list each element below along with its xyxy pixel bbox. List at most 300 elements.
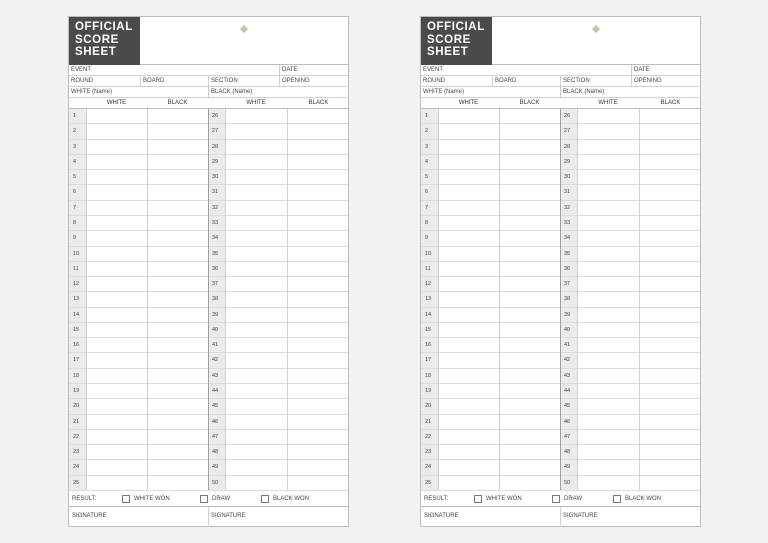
move-number: 36	[212, 265, 219, 272]
move-number: 23	[73, 449, 80, 456]
black-move-cell[interactable]	[640, 323, 702, 337]
white-move-cell[interactable]	[578, 109, 639, 123]
black-move-cell[interactable]	[148, 353, 208, 367]
white-move-cell[interactable]	[87, 430, 147, 444]
white-move-cell[interactable]	[87, 399, 147, 413]
move-number: 7	[425, 204, 429, 211]
date-field[interactable]: DATE	[279, 65, 350, 75]
white-move-cell[interactable]	[439, 384, 499, 398]
black-move-cell[interactable]	[640, 369, 702, 383]
black-move-cell[interactable]	[640, 277, 702, 291]
black-move-cell[interactable]	[148, 308, 208, 322]
black-move-cell[interactable]	[640, 216, 702, 230]
white-move-cell[interactable]	[226, 323, 287, 337]
white-move-cell[interactable]	[87, 415, 147, 429]
move-number: 5	[425, 174, 429, 181]
move-number: 43	[564, 372, 571, 379]
move-number: 31	[212, 189, 219, 196]
black-move-cell[interactable]	[500, 124, 560, 138]
black-move-cell[interactable]	[640, 445, 702, 459]
black-move-cell[interactable]	[500, 384, 560, 398]
black-move-cell[interactable]	[500, 415, 560, 429]
logo-line-3: SHEET	[75, 46, 117, 58]
black-won-checkbox[interactable]	[261, 495, 269, 503]
move-number: 32	[564, 204, 571, 211]
white-move-cell[interactable]	[226, 155, 287, 169]
black-move-cell[interactable]	[640, 124, 702, 138]
black-move-cell[interactable]	[500, 262, 560, 276]
white-move-cell[interactable]	[226, 369, 287, 383]
move-number: 32	[212, 204, 219, 211]
move-number: 26	[212, 113, 219, 119]
column-header-row	[421, 98, 700, 109]
white-move-cell[interactable]	[439, 369, 499, 383]
black-move-cell[interactable]	[288, 140, 350, 154]
opening-field[interactable]: OPENING	[631, 76, 702, 86]
black-move-cell[interactable]	[640, 231, 702, 245]
black-move-cell[interactable]	[500, 201, 560, 215]
move-number: 19	[425, 388, 432, 395]
black-move-cell[interactable]	[640, 201, 702, 215]
black-move-cell[interactable]	[500, 216, 560, 230]
black-move-cell[interactable]	[288, 216, 350, 230]
white-move-cell[interactable]	[578, 140, 639, 154]
white-move-cell[interactable]	[578, 292, 639, 306]
black-move-cell[interactable]	[640, 476, 702, 490]
black-move-cell[interactable]	[640, 292, 702, 306]
white-move-cell[interactable]	[87, 247, 147, 261]
black-move-cell[interactable]	[288, 369, 350, 383]
move-number: 44	[212, 388, 219, 395]
move-number: 22	[73, 433, 80, 440]
white-move-cell[interactable]	[439, 124, 499, 138]
white-move-cell[interactable]	[226, 353, 287, 367]
move-number: 15	[73, 326, 80, 333]
white-move-cell[interactable]	[578, 216, 639, 230]
white-move-cell[interactable]	[226, 476, 287, 490]
black-move-cell[interactable]	[500, 109, 560, 123]
black-move-cell[interactable]	[500, 430, 560, 444]
white-move-cell[interactable]	[578, 308, 639, 322]
black-move-cell[interactable]	[288, 323, 350, 337]
move-number: 2	[425, 128, 429, 135]
white-move-cell[interactable]	[439, 415, 499, 429]
black-move-cell[interactable]	[148, 124, 208, 138]
black-move-cell[interactable]	[288, 430, 350, 444]
move-number: 21	[425, 418, 432, 425]
score-sheet-left	[68, 16, 349, 527]
white-won-label: WHITE WON	[134, 496, 170, 502]
move-number: 2	[73, 128, 77, 135]
white-move-cell[interactable]	[87, 323, 147, 337]
white-move-cell[interactable]	[578, 384, 639, 398]
white-move-cell[interactable]	[578, 353, 639, 367]
black-move-cell[interactable]	[500, 170, 560, 184]
black-move-cell[interactable]	[640, 140, 702, 154]
move-number: 18	[73, 372, 80, 379]
white-move-cell[interactable]	[226, 140, 287, 154]
black-move-cell[interactable]	[148, 185, 208, 199]
black-move-cell[interactable]	[288, 170, 350, 184]
move-number: 34	[212, 235, 219, 242]
move-number: 34	[564, 235, 571, 242]
black-move-cell[interactable]	[640, 262, 702, 276]
white-move-cell[interactable]	[226, 415, 287, 429]
white-move-cell[interactable]	[87, 308, 147, 322]
black-move-cell[interactable]	[500, 277, 560, 291]
move-number: 17	[425, 357, 432, 364]
white-move-cell[interactable]	[439, 155, 499, 169]
move-number: 3	[73, 143, 77, 150]
white-move-cell[interactable]	[87, 384, 147, 398]
black-move-cell[interactable]	[640, 247, 702, 261]
white-move-cell[interactable]	[87, 185, 147, 199]
black-move-cell[interactable]	[288, 292, 350, 306]
sheet-header	[421, 17, 700, 65]
event-row	[421, 65, 700, 76]
black-won-label: BLACK WON	[625, 496, 662, 502]
white-won-checkbox[interactable]	[122, 495, 130, 503]
white-move-cell[interactable]	[226, 399, 287, 413]
white-move-cell[interactable]	[439, 460, 499, 474]
black-signature-field[interactable]: SIGNATURE	[211, 513, 246, 519]
move-number: 38	[212, 296, 219, 303]
move-number: 45	[564, 403, 571, 410]
black-move-cell[interactable]	[288, 476, 350, 490]
white-move-cell[interactable]	[87, 292, 147, 306]
move-number: 39	[212, 311, 219, 318]
board-field[interactable]: BOARD	[492, 76, 560, 86]
white-move-cell[interactable]	[87, 201, 147, 215]
white-move-cell[interactable]	[439, 476, 499, 490]
white-move-cell[interactable]	[87, 460, 147, 474]
white-move-cell[interactable]	[578, 247, 639, 261]
white-move-cell[interactable]	[226, 262, 287, 276]
white-column-header: WHITE	[246, 100, 266, 106]
black-move-cell[interactable]	[640, 399, 702, 413]
black-move-cell[interactable]	[148, 277, 208, 291]
white-signature-field[interactable]: SIGNATURE	[424, 513, 459, 519]
black-move-cell[interactable]	[500, 460, 560, 474]
black-move-cell[interactable]	[148, 460, 208, 474]
black-signature-field[interactable]: SIGNATURE	[563, 513, 598, 519]
move-number: 48	[564, 449, 571, 456]
black-move-cell[interactable]	[288, 185, 350, 199]
move-number: 16	[73, 342, 80, 349]
white-move-cell[interactable]	[87, 338, 147, 352]
move-number: 14	[425, 311, 432, 318]
white-column-header: WHITE	[106, 100, 127, 106]
white-move-cell[interactable]	[439, 338, 499, 352]
white-move-cell[interactable]	[226, 445, 287, 459]
move-number: 46	[212, 418, 219, 425]
black-move-cell[interactable]	[500, 476, 560, 490]
black-move-cell[interactable]	[148, 292, 208, 306]
white-move-cell[interactable]	[87, 262, 147, 276]
black-move-cell[interactable]	[500, 155, 560, 169]
white-move-cell[interactable]	[439, 308, 499, 322]
white-move-cell[interactable]	[226, 384, 287, 398]
black-move-cell[interactable]	[640, 384, 702, 398]
black-move-cell[interactable]	[148, 216, 208, 230]
event-field[interactable]: EVENT	[71, 67, 92, 73]
white-move-cell[interactable]	[578, 277, 639, 291]
draw-checkbox[interactable]	[552, 495, 560, 503]
black-move-cell[interactable]	[288, 384, 350, 398]
black-move-cell[interactable]	[148, 476, 208, 490]
black-move-cell[interactable]	[288, 124, 350, 138]
move-number: 40	[212, 326, 219, 333]
black-move-cell[interactable]	[148, 140, 208, 154]
black-won-label: BLACK WON	[273, 496, 310, 502]
black-move-cell[interactable]	[500, 231, 560, 245]
white-move-cell[interactable]	[578, 430, 639, 444]
date-field[interactable]: DATE	[631, 65, 702, 75]
black-move-cell[interactable]	[288, 460, 350, 474]
black-move-cell[interactable]	[148, 247, 208, 261]
white-move-cell[interactable]	[578, 185, 639, 199]
draw-label: DRAW	[564, 496, 583, 502]
black-move-cell[interactable]	[640, 155, 702, 169]
black-column-header: BLACK	[519, 100, 540, 106]
black-move-cell[interactable]	[148, 109, 208, 123]
black-move-cell[interactable]	[148, 338, 208, 352]
white-move-cell[interactable]	[578, 262, 639, 276]
move-number: 30	[212, 174, 219, 181]
white-move-cell[interactable]	[439, 292, 499, 306]
white-move-cell[interactable]	[439, 109, 499, 123]
white-move-cell[interactable]	[87, 277, 147, 291]
black-move-cell[interactable]	[500, 292, 560, 306]
white-move-cell[interactable]	[439, 323, 499, 337]
white-move-cell[interactable]	[226, 277, 287, 291]
move-number: 11	[425, 265, 431, 272]
black-won-checkbox[interactable]	[613, 495, 621, 503]
move-number: 8	[425, 219, 429, 226]
move-number: 27	[212, 128, 219, 135]
black-move-cell[interactable]	[288, 353, 350, 367]
move-number: 14	[73, 311, 80, 318]
section-field[interactable]: SECTION	[560, 76, 631, 86]
black-move-cell[interactable]	[148, 231, 208, 245]
white-move-cell[interactable]	[578, 399, 639, 413]
white-move-cell[interactable]	[439, 231, 499, 245]
black-move-cell[interactable]	[148, 430, 208, 444]
result-row	[69, 491, 348, 507]
white-move-cell[interactable]	[226, 292, 287, 306]
black-move-cell[interactable]	[640, 460, 702, 474]
section-field[interactable]: SECTION	[208, 76, 279, 86]
black-move-cell[interactable]	[288, 247, 350, 261]
black-move-cell[interactable]	[148, 155, 208, 169]
board-field[interactable]: BOARD	[140, 76, 208, 86]
black-move-cell[interactable]	[288, 445, 350, 459]
move-number: 10	[73, 250, 80, 257]
white-move-cell[interactable]	[226, 201, 287, 215]
white-move-cell[interactable]	[439, 262, 499, 276]
black-move-cell[interactable]	[148, 399, 208, 413]
black-move-cell[interactable]	[148, 415, 208, 429]
white-move-cell[interactable]	[87, 476, 147, 490]
white-move-cell[interactable]	[87, 155, 147, 169]
move-number: 49	[212, 464, 219, 471]
black-move-cell[interactable]	[640, 185, 702, 199]
white-move-cell[interactable]	[226, 185, 287, 199]
black-move-cell[interactable]	[288, 338, 350, 352]
black-move-cell[interactable]	[288, 155, 350, 169]
black-move-cell[interactable]	[148, 445, 208, 459]
black-move-cell[interactable]	[148, 170, 208, 184]
black-move-cell[interactable]	[288, 277, 350, 291]
black-move-cell[interactable]	[148, 201, 208, 215]
white-move-cell[interactable]	[226, 430, 287, 444]
white-signature-field[interactable]: SIGNATURE	[72, 513, 107, 519]
move-number: 47	[212, 433, 219, 440]
black-name-field[interactable]: BLACK (Name)	[560, 87, 702, 97]
move-number: 46	[564, 418, 571, 425]
black-move-cell[interactable]	[640, 109, 702, 123]
white-move-cell[interactable]	[578, 231, 639, 245]
black-move-cell[interactable]	[500, 323, 560, 337]
black-move-cell[interactable]	[640, 353, 702, 367]
black-move-cell[interactable]	[148, 369, 208, 383]
white-move-cell[interactable]	[578, 323, 639, 337]
white-move-cell[interactable]	[226, 109, 287, 123]
black-move-cell[interactable]	[288, 201, 350, 215]
white-move-cell[interactable]	[439, 140, 499, 154]
black-name-field[interactable]: BLACK (Name)	[208, 87, 350, 97]
black-move-cell[interactable]	[500, 308, 560, 322]
move-number: 3	[425, 143, 429, 150]
white-move-cell[interactable]	[87, 124, 147, 138]
result-label: RESULT:	[72, 496, 97, 502]
draw-checkbox[interactable]	[200, 495, 208, 503]
black-move-cell[interactable]	[148, 262, 208, 276]
opening-field[interactable]: OPENING	[279, 76, 350, 86]
white-move-cell[interactable]	[226, 170, 287, 184]
official-score-sheet-logo	[69, 17, 140, 65]
black-move-cell[interactable]	[640, 430, 702, 444]
move-number: 4	[73, 158, 77, 165]
white-move-cell[interactable]	[87, 216, 147, 230]
draw-label: DRAW	[212, 496, 231, 502]
black-move-cell[interactable]	[148, 323, 208, 337]
black-move-cell[interactable]	[288, 415, 350, 429]
move-number: 16	[425, 342, 432, 349]
white-move-cell[interactable]	[578, 415, 639, 429]
white-move-cell[interactable]	[439, 247, 499, 261]
black-move-cell[interactable]	[500, 338, 560, 352]
black-move-cell[interactable]	[288, 231, 350, 245]
move-number: 7	[73, 204, 77, 211]
white-move-cell[interactable]	[578, 170, 639, 184]
move-number: 25	[73, 479, 80, 486]
white-move-cell[interactable]	[578, 460, 639, 474]
white-move-cell[interactable]	[87, 231, 147, 245]
black-move-cell[interactable]	[500, 399, 560, 413]
white-move-cell[interactable]	[87, 109, 147, 123]
black-move-cell[interactable]	[148, 384, 208, 398]
black-move-cell[interactable]	[288, 308, 350, 322]
white-name-field[interactable]: WHITE (Name)	[71, 89, 112, 95]
white-move-cell[interactable]	[578, 369, 639, 383]
white-move-cell[interactable]	[439, 201, 499, 215]
white-move-cell[interactable]	[578, 476, 639, 490]
players-row	[69, 87, 348, 98]
white-move-cell[interactable]	[578, 155, 639, 169]
black-move-cell[interactable]	[500, 185, 560, 199]
black-move-cell[interactable]	[640, 308, 702, 322]
black-move-cell[interactable]	[500, 140, 560, 154]
white-move-cell[interactable]	[87, 170, 147, 184]
punch-hole-icon	[240, 25, 248, 33]
white-move-cell[interactable]	[226, 460, 287, 474]
move-number: 13	[73, 296, 80, 303]
white-move-cell[interactable]	[578, 338, 639, 352]
white-move-cell[interactable]	[87, 140, 147, 154]
black-move-cell[interactable]	[500, 247, 560, 261]
black-move-cell[interactable]	[500, 445, 560, 459]
black-move-cell[interactable]	[640, 415, 702, 429]
white-move-cell[interactable]	[87, 369, 147, 383]
move-number: 23	[425, 449, 432, 456]
move-number: 4	[425, 158, 429, 165]
move-number: 26	[564, 113, 571, 119]
black-move-cell[interactable]	[288, 109, 350, 123]
white-won-checkbox[interactable]	[474, 495, 482, 503]
white-move-cell[interactable]	[439, 216, 499, 230]
move-number: 1	[73, 113, 77, 119]
move-number: 47	[564, 433, 571, 440]
white-move-cell[interactable]	[439, 445, 499, 459]
white-move-cell[interactable]	[439, 353, 499, 367]
white-move-cell[interactable]	[226, 308, 287, 322]
white-move-cell[interactable]	[578, 445, 639, 459]
white-move-cell[interactable]	[226, 216, 287, 230]
black-move-cell[interactable]	[288, 399, 350, 413]
white-name-field[interactable]: WHITE (Name)	[423, 89, 464, 95]
round-field[interactable]: ROUND	[423, 78, 445, 84]
black-move-cell[interactable]	[640, 338, 702, 352]
white-move-cell[interactable]	[87, 445, 147, 459]
move-number: 42	[564, 357, 571, 364]
white-move-cell[interactable]	[87, 353, 147, 367]
move-number: 6	[425, 189, 429, 196]
event-field[interactable]: EVENT	[423, 67, 444, 73]
black-move-cell[interactable]	[500, 353, 560, 367]
move-number: 35	[212, 250, 219, 257]
logo-line-3: SHEET	[427, 46, 469, 58]
white-move-cell[interactable]	[578, 124, 639, 138]
white-move-cell[interactable]	[439, 170, 499, 184]
white-move-cell[interactable]	[578, 201, 639, 215]
black-move-cell[interactable]	[640, 170, 702, 184]
white-move-cell[interactable]	[439, 185, 499, 199]
white-move-cell[interactable]	[226, 338, 287, 352]
white-move-cell[interactable]	[439, 277, 499, 291]
move-number: 37	[564, 281, 571, 288]
move-number: 35	[564, 250, 571, 257]
white-move-cell[interactable]	[226, 124, 287, 138]
white-move-cell[interactable]	[439, 430, 499, 444]
white-column-header: WHITE	[598, 100, 618, 106]
round-field[interactable]: ROUND	[71, 78, 93, 84]
white-move-cell[interactable]	[226, 247, 287, 261]
white-move-cell[interactable]	[439, 399, 499, 413]
white-move-cell[interactable]	[226, 231, 287, 245]
black-move-cell[interactable]	[288, 262, 350, 276]
black-move-cell[interactable]	[500, 369, 560, 383]
